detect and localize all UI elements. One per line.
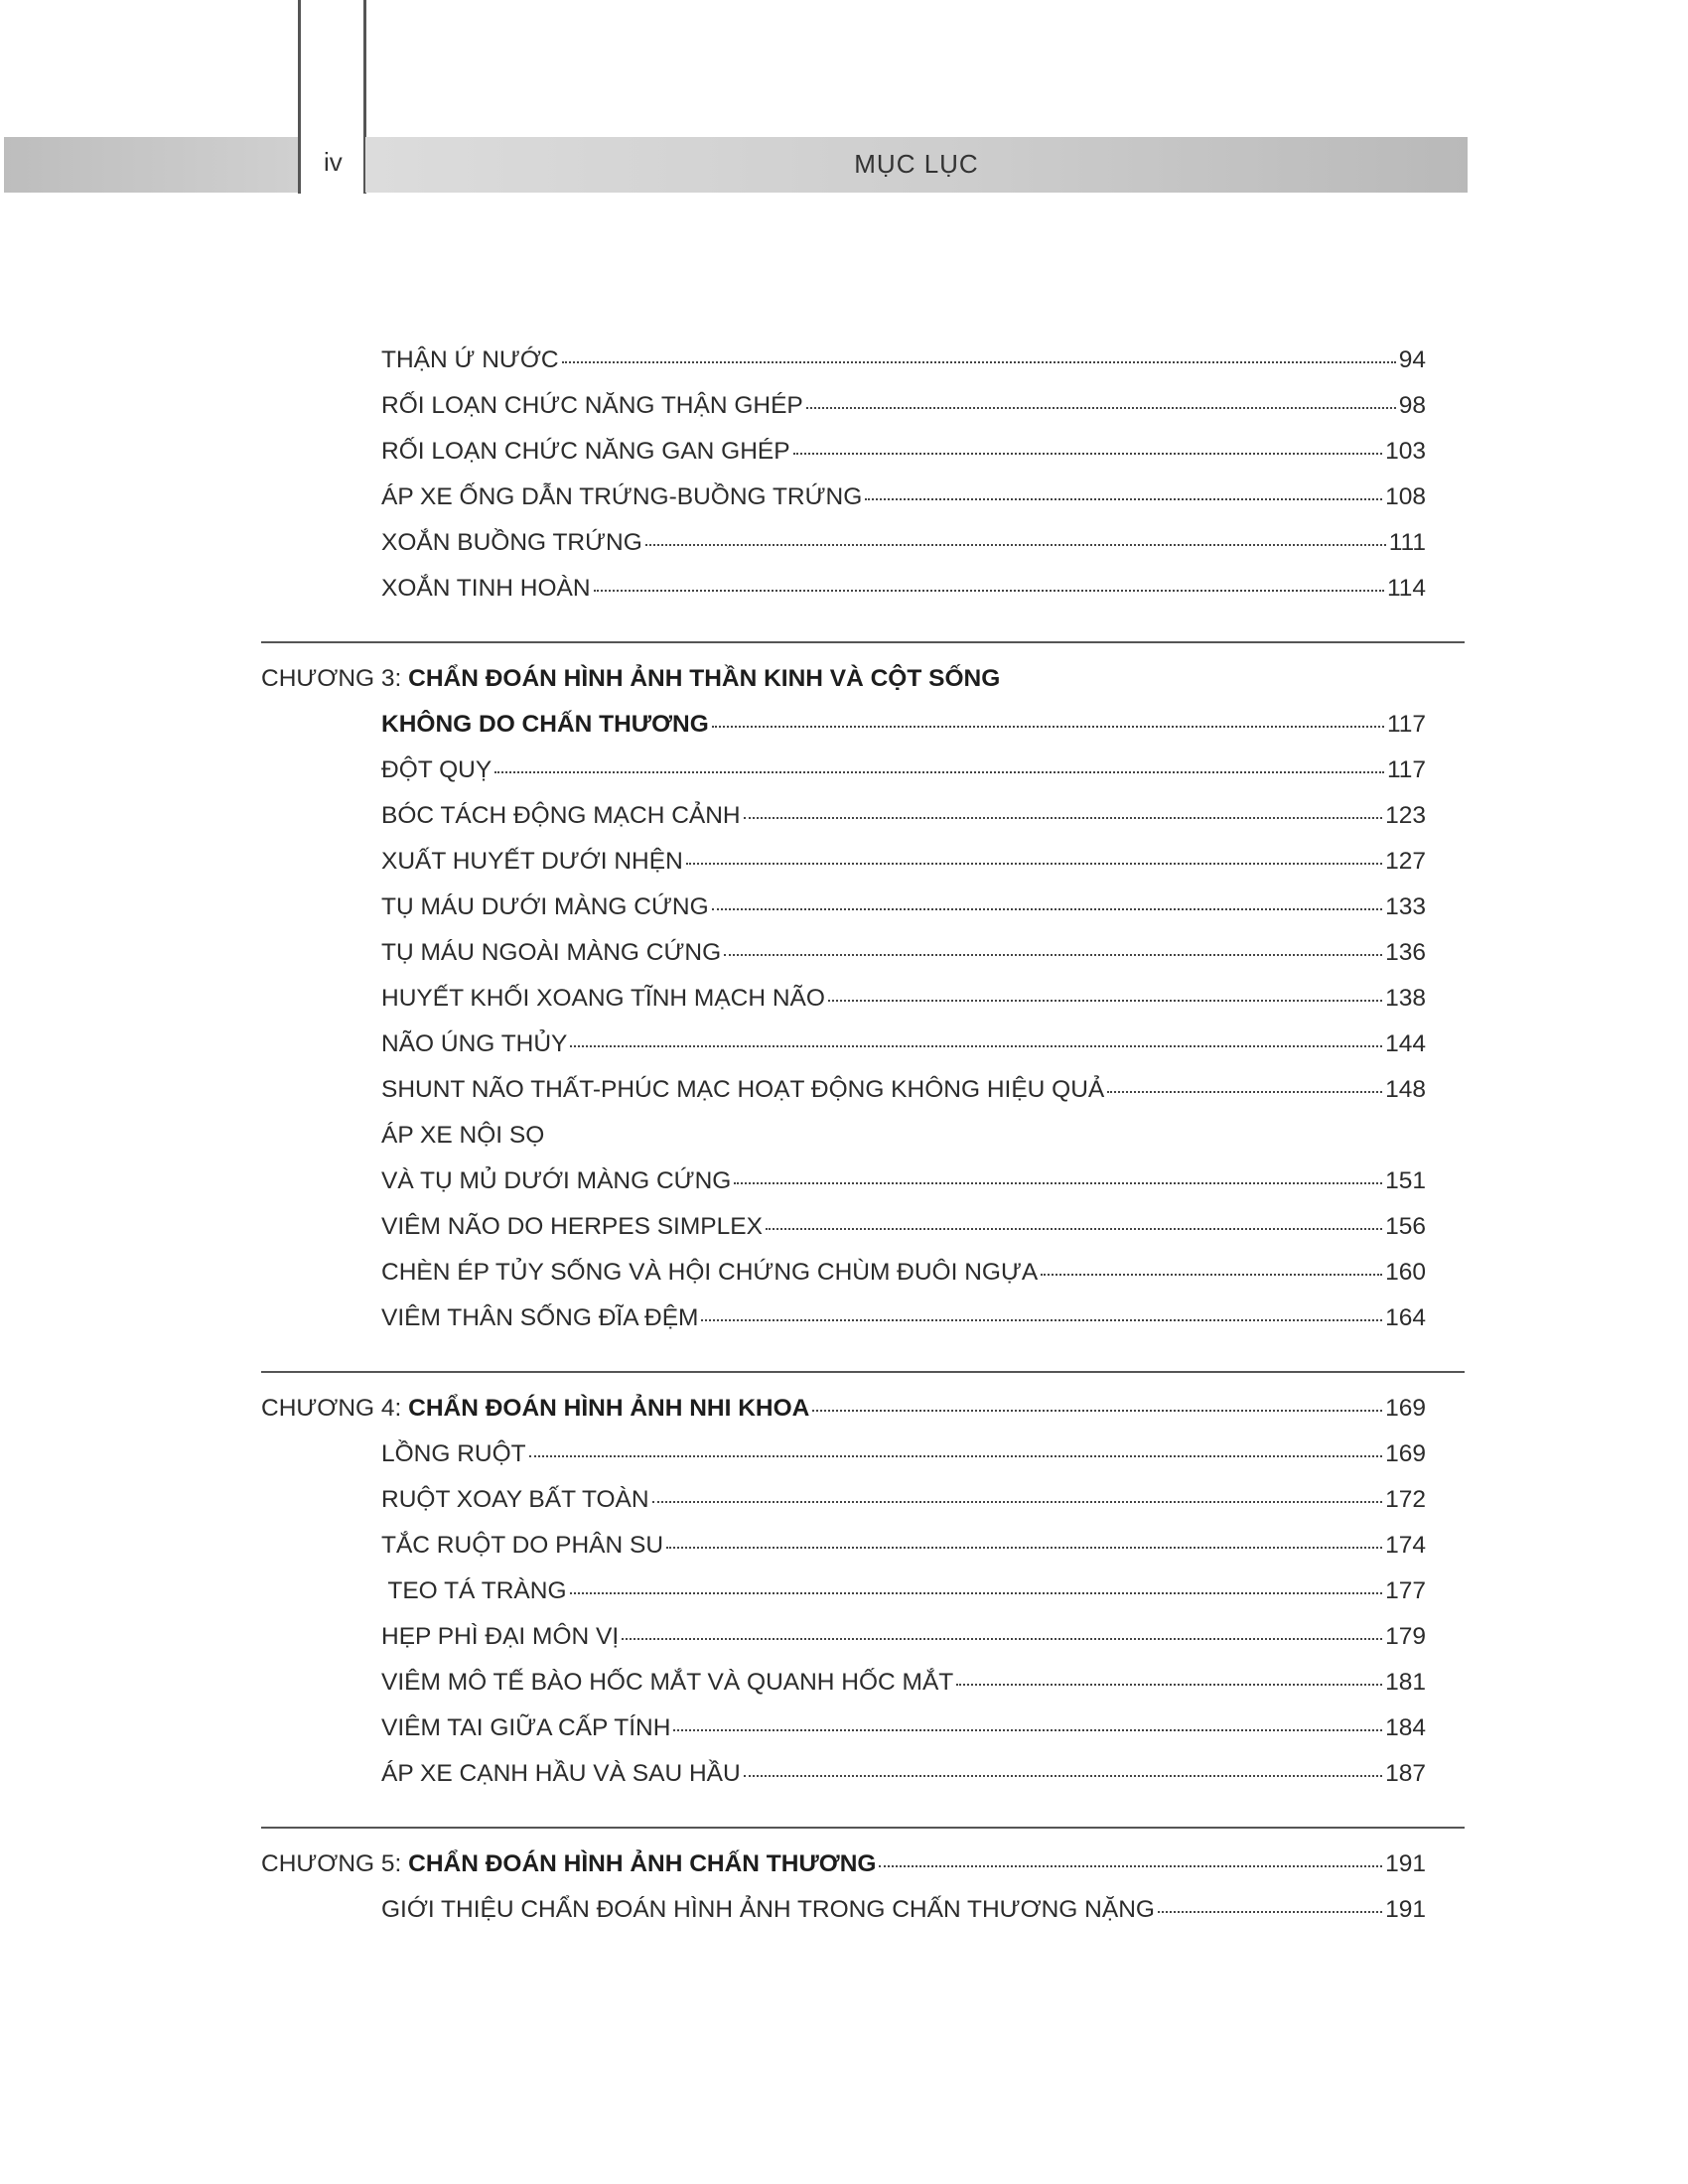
dot-leader: [879, 1845, 1382, 1867]
chapter-title: CHẨN ĐOÁN HÌNH ẢNH NHI KHOA: [408, 1395, 810, 1422]
toc-entry[interactable]: GIỚI THIỆU CHẨN ĐOÁN HÌNH ẢNH TRONG CHẤN THƯƠNG NẶNG 191: [381, 1894, 1426, 1926]
dot-leader: [562, 341, 1396, 363]
dot-leader: [645, 524, 1386, 546]
toc-entry[interactable]: ÁP XE ỐNG DẪN TRỨNG-BUỒNG TRỨNG 108: [381, 481, 1426, 513]
section-divider: [261, 1827, 1465, 1829]
toc-entry[interactable]: XOẮN BUỒNG TRỨNG 111: [381, 527, 1426, 559]
toc-entry[interactable]: RUỘT XOAY BẤT TOÀN 172: [381, 1484, 1426, 1516]
dot-leader: [744, 797, 1382, 819]
dot-leader: [686, 843, 1382, 865]
chapter-prefix: CHƯƠNG 5:: [261, 1850, 409, 1877]
dot-leader: [828, 980, 1382, 1002]
toc-entry[interactable]: HUYẾT KHỐI XOANG TĨNH MẠCH NÃO 138: [381, 983, 1426, 1015]
chapter-heading[interactable]: [261, 663, 1426, 695]
dot-leader: [494, 751, 1384, 773]
toc-entry[interactable]: TỤ MÁU DƯỚI MÀNG CỨNG 133: [381, 891, 1426, 923]
chapter-heading-continued[interactable]: KHÔNG DO CHẤN THƯƠNG 117: [381, 709, 1426, 741]
toc-entry[interactable]: ÁP XE CẠNH HẦU VÀ SAU HẦU 187: [381, 1758, 1426, 1790]
margin-line-left: [298, 0, 301, 194]
page-title: MỤC LỤC: [854, 149, 979, 179]
dot-leader: [766, 1208, 1382, 1230]
dot-leader: [622, 1618, 1382, 1640]
toc-entry[interactable]: VIÊM THÂN SỐNG ĐĨA ĐỆM 164: [381, 1302, 1426, 1334]
dot-leader: [812, 1390, 1382, 1412]
toc-entry[interactable]: ĐỘT QUỴ 117: [381, 754, 1426, 786]
dot-leader: [724, 934, 1382, 956]
toc-entry[interactable]: XUẤT HUYẾT DƯỚI NHỆN 127: [381, 846, 1426, 878]
chapter-heading[interactable]: CHƯƠNG 4: CHẨN ĐOÁN HÌNH ẢNH NHI KHOA 169: [261, 1393, 1426, 1425]
toc-entry[interactable]: TEO TÁ TRÀNG 177: [381, 1575, 1426, 1607]
toc-entry[interactable]: NÃO ÚNG THỦY 144: [381, 1028, 1426, 1060]
chapter-prefix: CHƯƠNG 4:: [261, 1395, 409, 1422]
dot-leader: [744, 1755, 1382, 1777]
chapter-heading[interactable]: CHƯƠNG 5: CHẨN ĐOÁN HÌNH ẢNH CHẤN THƯƠNG 191: [261, 1848, 1426, 1880]
toc-entry[interactable]: VÀ TỤ MỦ DƯỚI MÀNG CỨNG 151: [381, 1165, 1426, 1197]
dot-leader: [570, 1025, 1382, 1047]
dot-leader: [865, 478, 1382, 500]
dot-leader: [734, 1162, 1382, 1184]
toc-entry[interactable]: LỒNG RUỘT 169: [381, 1438, 1426, 1470]
toc-entry[interactable]: TỤ MÁU NGOÀI MÀNG CỨNG 136: [381, 937, 1426, 969]
toc-entry[interactable]: HẸP PHÌ ĐẠI MÔN VỊ 179: [381, 1621, 1426, 1653]
chapter-title: CHẨN ĐOÁN HÌNH ẢNH CHẤN THƯƠNG: [408, 1850, 877, 1877]
dot-leader: [570, 1572, 1383, 1594]
dot-leader: [712, 706, 1384, 728]
toc-entry[interactable]: ÁP XE NỘI SỌ: [381, 1122, 545, 1149]
dot-leader: [701, 1299, 1382, 1321]
toc-entry[interactable]: XOẮN TINH HOÀN 114: [381, 573, 1426, 605]
section-divider: [261, 641, 1465, 643]
toc-entry[interactable]: RỐI LOẠN CHỨC NĂNG GAN GHÉP 103: [381, 436, 1426, 468]
dot-leader: [673, 1709, 1382, 1731]
dot-leader: [793, 433, 1382, 455]
dot-leader: [594, 570, 1384, 592]
chapter-prefix: CHƯƠNG 3:: [261, 665, 409, 692]
toc-entry[interactable]: SHUNT NÃO THẤT-PHÚC MẠC HOẠT ĐỘNG KHÔNG HIỆU QUẢ 148: [381, 1074, 1426, 1106]
toc-entry[interactable]: BÓC TÁCH ĐỘNG MẠCH CẢNH 123: [381, 800, 1426, 832]
dot-leader: [529, 1435, 1382, 1457]
toc-entry[interactable]: RỐI LOẠN CHỨC NĂNG THẬN GHÉP 98: [381, 390, 1426, 422]
chapter-title: CHẨN ĐOÁN HÌNH ẢNH THẦN KINH VÀ CỘT SỐNG: [408, 665, 1001, 692]
toc-entry[interactable]: TẮC RUỘT DO PHÂN SU 174: [381, 1530, 1426, 1562]
dot-leader: [956, 1664, 1382, 1686]
header-bar-left: [4, 137, 298, 193]
toc-entry[interactable]: VIÊM NÃO DO HERPES SIMPLEX 156: [381, 1211, 1426, 1243]
dot-leader: [1158, 1891, 1382, 1913]
chapter-title: KHÔNG DO CHẤN THƯƠNG: [381, 711, 709, 738]
dot-leader: [712, 888, 1382, 910]
toc-entry[interactable]: CHÈN ÉP TỦY SỐNG VÀ HỘI CHỨNG CHÙM ĐUÔI NGỰA 160: [381, 1257, 1426, 1289]
dot-leader: [806, 387, 1396, 409]
dot-leader: [666, 1527, 1382, 1549]
section-divider: [261, 1371, 1465, 1373]
dot-leader: [652, 1481, 1383, 1503]
dot-leader: [1041, 1254, 1382, 1276]
toc-entry[interactable]: VIÊM MÔ TẾ BÀO HỐC MẮT VÀ QUANH HỐC MẮT 181: [381, 1667, 1426, 1699]
page-number: iv: [324, 147, 343, 177]
toc-entry[interactable]: THẬN Ứ NƯỚC 94: [381, 344, 1426, 376]
toc-entry[interactable]: VIÊM TAI GIỮA CẤP TÍNH 184: [381, 1712, 1426, 1744]
dot-leader: [1107, 1071, 1382, 1093]
